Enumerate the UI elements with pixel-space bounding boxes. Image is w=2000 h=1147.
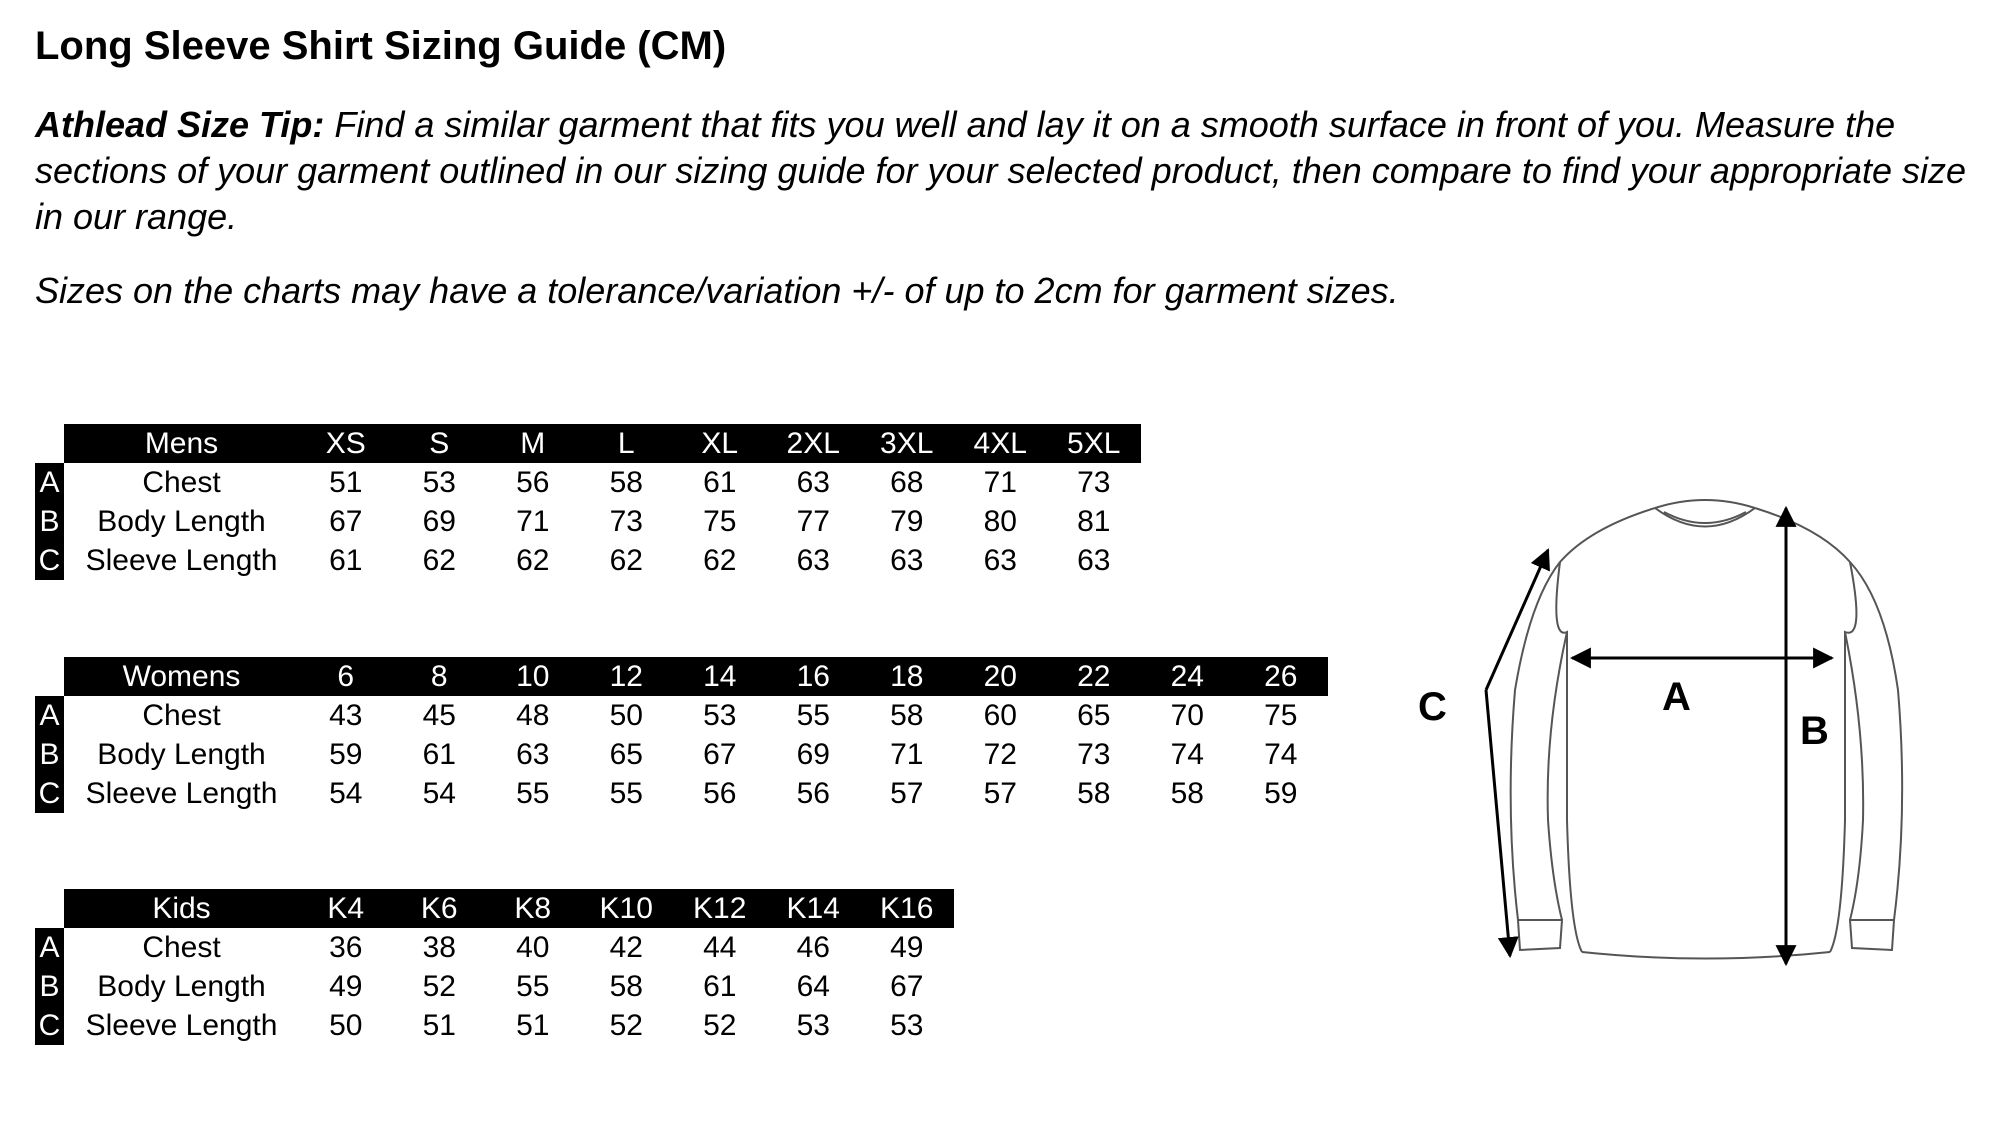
table-corner-cell xyxy=(35,657,64,696)
measure-value: 46 xyxy=(796,930,830,964)
shirt-outline xyxy=(1511,500,1903,959)
size-header: K12 xyxy=(673,889,767,928)
sleeve-measure-line-upper xyxy=(1486,550,1548,690)
size-header: 26 xyxy=(1234,657,1328,696)
size-header: 18 xyxy=(860,657,954,696)
measure-value: 59 xyxy=(329,737,363,771)
measure-value: 59 xyxy=(1264,776,1298,810)
measure-value: 73 xyxy=(1077,465,1111,499)
measure-value: 55 xyxy=(516,776,550,810)
measure-value: 80 xyxy=(983,504,1017,538)
measure-value: 58 xyxy=(890,698,924,732)
measure-value: 75 xyxy=(1264,698,1298,732)
measure-value: 63 xyxy=(516,737,550,771)
table-name-header: Womens xyxy=(64,657,299,696)
size-header: 24 xyxy=(1141,657,1235,696)
shirt-measurement-diagram xyxy=(1380,490,1960,990)
table-row xyxy=(35,967,954,1006)
measure-label-a: A xyxy=(1662,675,1691,719)
size-header: S xyxy=(393,424,487,463)
measure-value: 61 xyxy=(703,465,737,499)
measure-value: 49 xyxy=(329,969,363,1003)
measure-value: 75 xyxy=(703,504,737,538)
size-header: K10 xyxy=(580,889,674,928)
measure-value: 50 xyxy=(609,698,643,732)
size-header: 4XL xyxy=(954,424,1048,463)
measure-value: 65 xyxy=(1077,698,1111,732)
measure-value: 67 xyxy=(890,969,924,1003)
table-header-row xyxy=(35,889,954,928)
measure-value: 53 xyxy=(422,465,456,499)
measure-letter: B xyxy=(35,502,64,541)
measure-letter: A xyxy=(35,928,64,967)
measure-value: 67 xyxy=(703,737,737,771)
womens-size-table xyxy=(35,657,1328,813)
measure-value: 38 xyxy=(422,930,456,964)
size-tip-text: Find a similar garment that fits you well and lay it on a smooth surface in front of you. Measure the sections of your garment outlined in our sizing guide for your selected product, then compare to find your appropriate size in our range. xyxy=(35,104,1967,237)
table-row xyxy=(35,735,1328,774)
size-header: 22 xyxy=(1047,657,1141,696)
measure-value: 74 xyxy=(1170,737,1204,771)
measure-value: 51 xyxy=(329,465,363,499)
measure-value: 54 xyxy=(329,776,363,810)
measure-value: 45 xyxy=(422,698,456,732)
measure-value: 79 xyxy=(890,504,924,538)
size-header: K6 xyxy=(393,889,487,928)
measure-value: 56 xyxy=(796,776,830,810)
size-tip-label: Athlead Size Tip: xyxy=(35,104,325,145)
measure-value: 67 xyxy=(329,504,363,538)
measure-value: 73 xyxy=(609,504,643,538)
measure-value: 40 xyxy=(516,930,550,964)
size-tip xyxy=(35,102,1975,240)
measure-label: Body Length xyxy=(97,737,266,771)
measure-value: 43 xyxy=(329,698,363,732)
size-header: 2XL xyxy=(767,424,861,463)
measure-value: 61 xyxy=(703,969,737,1003)
page-title: Long Sleeve Shirt Sizing Guide (CM) xyxy=(35,24,727,68)
table-row xyxy=(35,774,1328,813)
measure-value: 55 xyxy=(796,698,830,732)
table-header-row xyxy=(35,424,1141,463)
measure-letter: C xyxy=(35,1006,64,1045)
measure-letter: B xyxy=(35,735,64,774)
measure-value: 36 xyxy=(329,930,363,964)
measure-value: 63 xyxy=(1077,543,1111,577)
measure-value: 62 xyxy=(516,543,550,577)
size-header: 10 xyxy=(486,657,580,696)
measure-value: 62 xyxy=(703,543,737,577)
size-header: M xyxy=(486,424,580,463)
measure-value: 63 xyxy=(796,543,830,577)
measure-value: 55 xyxy=(609,776,643,810)
table-row xyxy=(35,928,954,967)
measure-value: 71 xyxy=(516,504,550,538)
measure-value: 49 xyxy=(890,930,924,964)
measure-label-b: B xyxy=(1800,709,1829,753)
measure-letter: B xyxy=(35,967,64,1006)
measure-letter: A xyxy=(35,463,64,502)
measure-value: 60 xyxy=(983,698,1017,732)
measure-value: 58 xyxy=(609,465,643,499)
measure-value: 57 xyxy=(983,776,1017,810)
measure-value: 56 xyxy=(703,776,737,810)
table-row xyxy=(35,502,1141,541)
measure-value: 51 xyxy=(422,1008,456,1042)
measure-value: 52 xyxy=(609,1008,643,1042)
size-header: 14 xyxy=(673,657,767,696)
measure-value: 61 xyxy=(329,543,363,577)
size-header: 6 xyxy=(299,657,393,696)
table-row xyxy=(35,463,1141,502)
measure-letter: A xyxy=(35,696,64,735)
measure-value: 63 xyxy=(890,543,924,577)
measure-value: 54 xyxy=(422,776,456,810)
size-header: 8 xyxy=(393,657,487,696)
measure-value: 58 xyxy=(1077,776,1111,810)
measure-value: 62 xyxy=(609,543,643,577)
size-header: 3XL xyxy=(860,424,954,463)
measure-value: 50 xyxy=(329,1008,363,1042)
measure-value: 55 xyxy=(516,969,550,1003)
measure-value: 77 xyxy=(796,504,830,538)
measure-letter: C xyxy=(35,774,64,813)
measure-value: 63 xyxy=(796,465,830,499)
measure-value: 44 xyxy=(703,930,737,964)
measure-value: 73 xyxy=(1077,737,1111,771)
measure-value: 52 xyxy=(703,1008,737,1042)
size-header: K8 xyxy=(486,889,580,928)
measure-label-c: C xyxy=(1418,685,1447,729)
measure-value: 69 xyxy=(422,504,456,538)
measure-value: 70 xyxy=(1170,698,1204,732)
size-header: L xyxy=(580,424,674,463)
measure-value: 58 xyxy=(609,969,643,1003)
size-header: XS xyxy=(299,424,393,463)
table-corner-cell xyxy=(35,424,64,463)
measure-label: Sleeve Length xyxy=(85,1008,278,1042)
measure-value: 71 xyxy=(983,465,1017,499)
measure-value: 52 xyxy=(422,969,456,1003)
measure-value: 62 xyxy=(422,543,456,577)
table-name-header: Mens xyxy=(64,424,299,463)
sleeve-measure-line-lower xyxy=(1486,690,1510,956)
size-header: XL xyxy=(673,424,767,463)
mens-size-table xyxy=(35,424,1141,580)
measure-value: 72 xyxy=(983,737,1017,771)
table-row xyxy=(35,541,1141,580)
size-header: 20 xyxy=(954,657,1048,696)
size-header: K4 xyxy=(299,889,393,928)
table-header-row xyxy=(35,657,1328,696)
measure-label: Chest xyxy=(142,930,221,964)
measure-value: 51 xyxy=(516,1008,550,1042)
measure-value: 64 xyxy=(796,969,830,1003)
measure-label: Chest xyxy=(142,698,221,732)
table-corner-cell xyxy=(35,889,64,928)
measure-value: 48 xyxy=(516,698,550,732)
measure-value: 53 xyxy=(703,698,737,732)
measure-value: 53 xyxy=(796,1008,830,1042)
measure-value: 74 xyxy=(1264,737,1298,771)
measure-value: 57 xyxy=(890,776,924,810)
table-row xyxy=(35,696,1328,735)
measure-value: 81 xyxy=(1077,504,1111,538)
measure-value: 56 xyxy=(516,465,550,499)
size-header: 5XL xyxy=(1047,424,1141,463)
measure-value: 63 xyxy=(983,543,1017,577)
measure-label: Sleeve Length xyxy=(85,543,278,577)
measure-label: Body Length xyxy=(97,969,266,1003)
size-header: K14 xyxy=(767,889,861,928)
measure-value: 53 xyxy=(890,1008,924,1042)
measure-value: 58 xyxy=(1170,776,1204,810)
size-header: K16 xyxy=(860,889,954,928)
kids-size-table xyxy=(35,889,954,1045)
tolerance-note: Sizes on the charts may have a tolerance/variation +/- of up to 2cm for garment sizes. xyxy=(35,270,1399,311)
measure-value: 65 xyxy=(609,737,643,771)
measure-value: 42 xyxy=(609,930,643,964)
measure-value: 69 xyxy=(796,737,830,771)
size-header: 12 xyxy=(580,657,674,696)
measure-value: 71 xyxy=(890,737,924,771)
table-row xyxy=(35,1006,954,1045)
measure-letter: C xyxy=(35,541,64,580)
measure-label: Chest xyxy=(142,465,221,499)
measure-value: 61 xyxy=(422,737,456,771)
measure-label: Sleeve Length xyxy=(85,776,278,810)
size-header: 16 xyxy=(767,657,861,696)
measure-value: 68 xyxy=(890,465,924,499)
table-name-header: Kids xyxy=(64,889,299,928)
measure-label: Body Length xyxy=(97,504,266,538)
